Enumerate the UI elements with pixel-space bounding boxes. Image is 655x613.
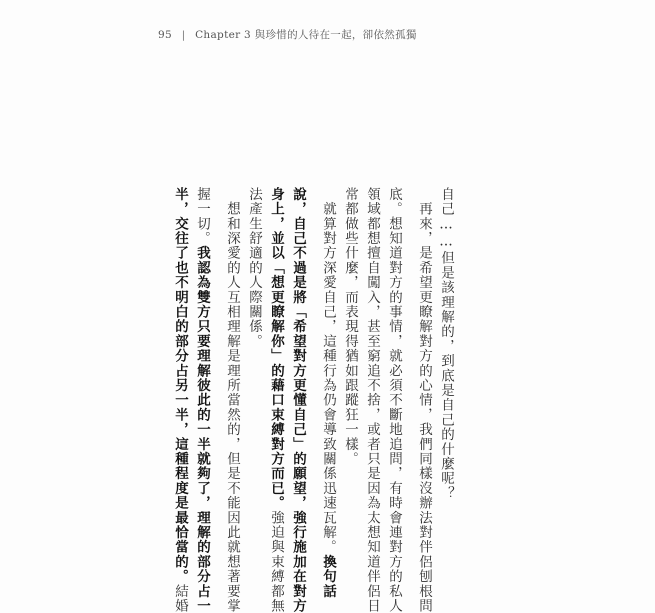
column-text-bold: 我認為雙方只要理解彼此的一半就夠了，理解的部分占一: [194, 245, 210, 613]
text-column: [413, 187, 435, 613]
text-column: [191, 187, 213, 613]
text-column: [339, 187, 361, 545]
vertical-text-body: [169, 187, 457, 613]
text-column: [317, 187, 339, 599]
text-column: [243, 187, 265, 545]
column-text: 就算對方深愛自己，這種行為仍會導致關係迅速瓦解。: [320, 187, 336, 555]
text-column: [383, 187, 405, 613]
column-text: 說，自己不過是將「希望對方更懂自己」的願望，強行施加在對方: [290, 187, 306, 613]
page-number: 95: [158, 29, 172, 41]
column-text: 自己……但是該理解的，到底是自己的什麼呢？: [438, 187, 454, 501]
text-column: [435, 187, 457, 545]
chapter-title: Chapter 3 與珍惜的人待在一起，卻依然孤獨: [195, 29, 417, 41]
text-column: [221, 187, 243, 613]
column-text: 握一切。: [194, 187, 210, 246]
column-text: 半，交往了也不明白的部分占另一半，這種程度是最恰當的。: [172, 187, 188, 584]
column-text: 法產生舒適的人際關係。: [246, 187, 262, 349]
running-header: [158, 27, 417, 42]
header-separator: |: [181, 29, 186, 41]
column-text: 領域都想擅自闖入，甚至窮追不捨，或者只是因為太想知道伴侶日: [364, 187, 380, 613]
column-text: 常都做些什麼，而表現得猶如跟蹤狂一樣。: [342, 187, 358, 467]
column-text: 再來，是希望更瞭解對方的心情，我們同樣沒辦法對伴侶刨根問: [416, 187, 432, 613]
text-column: [361, 187, 383, 613]
column-text-normal: 結婚: [172, 583, 188, 613]
text-column: [287, 187, 309, 613]
column-text: 身上，並以「想更瞭解你」的藉口束縛對方而已。: [268, 187, 284, 511]
text-column: [265, 187, 287, 613]
column-text: 想和深愛的人互相理解是理所當然的，但是不能因此就想著要掌: [224, 187, 240, 613]
column-text-bold: 換句話: [320, 554, 336, 599]
text-column: [169, 187, 191, 613]
column-text-normal: 強迫與束縛都無: [268, 510, 284, 613]
column-text: 底。想知道對方的事情，就必須不斷地追問，有時會連對方的私人: [386, 187, 402, 613]
